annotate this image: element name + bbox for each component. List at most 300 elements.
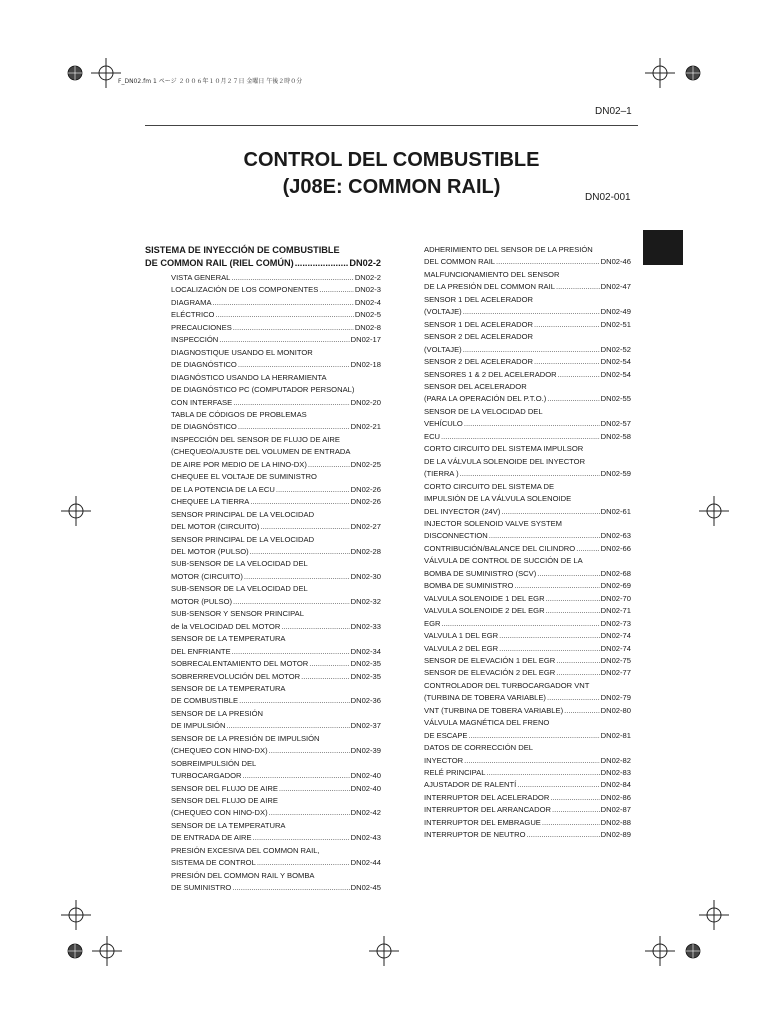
toc-entry-text: (CHEQUEO CON HINO-DX) bbox=[171, 746, 268, 756]
toc-entry-page: DN02-17 bbox=[350, 335, 381, 345]
leader-dots bbox=[550, 792, 599, 804]
toc-entry-text: DE DIAGNÓSTICO bbox=[171, 422, 237, 432]
toc-entry-page: DN02-8 bbox=[354, 322, 381, 332]
leader-dots bbox=[213, 297, 354, 309]
toc-entry[interactable] bbox=[424, 269, 631, 294]
toc-entry-page: DN02-49 bbox=[600, 307, 631, 317]
toc-entry[interactable] bbox=[171, 733, 381, 758]
leader-dots bbox=[232, 882, 349, 894]
header-rule bbox=[145, 125, 638, 126]
toc-entry-page: DN02-21 bbox=[350, 422, 381, 432]
toc-entry-text: SENSOR DE LA PRESIÓN DE IMPULSIÓN bbox=[171, 733, 320, 743]
toc-entry-page: DN02-37 bbox=[350, 721, 381, 731]
toc-entry-text: CHEQUEE LA TIERRA bbox=[171, 497, 250, 507]
toc-entry-text: TURBOCARGADOR bbox=[171, 771, 242, 781]
leader-dots bbox=[576, 543, 599, 555]
leader-dots bbox=[552, 804, 600, 816]
leader-dots bbox=[219, 334, 349, 346]
toc-entry-page: DN02-73 bbox=[600, 618, 631, 628]
leader-dots bbox=[441, 431, 600, 443]
toc-entry-page: DN02-3 bbox=[354, 285, 381, 295]
leader-dots bbox=[489, 530, 600, 542]
toc-entry[interactable] bbox=[424, 543, 631, 555]
toc-entry-page: DN02-18 bbox=[350, 360, 381, 370]
toc-entry-page: DN02-40 bbox=[350, 771, 381, 781]
toc-entry-text: SENSORES 1 & 2 DEL ACELERADOR bbox=[424, 369, 557, 379]
registration-mark-icon bbox=[61, 900, 91, 930]
toc-entry-text: DE DIAGNÓSTICO bbox=[171, 360, 237, 370]
toc-entry[interactable] bbox=[171, 708, 381, 733]
leader-dots bbox=[546, 593, 600, 605]
toc-entry-page: DN02-55 bbox=[600, 394, 631, 404]
toc-entry-text: DISCONNECTION bbox=[424, 531, 488, 541]
toc-entry-page: DN02-69 bbox=[600, 581, 631, 591]
toc-entry-text: (VOLTAJE) bbox=[424, 344, 462, 354]
registration-mark-icon bbox=[369, 936, 399, 966]
toc-entry-page: DN02-30 bbox=[350, 571, 381, 581]
toc-entry-text: SENSOR DE LA TEMPERATURA bbox=[171, 683, 286, 693]
toc-entry[interactable] bbox=[171, 372, 381, 409]
leader-dots bbox=[319, 284, 354, 296]
toc-entry-page: DN02-66 bbox=[600, 543, 631, 553]
toc-entry[interactable] bbox=[424, 381, 631, 406]
toc-entry-text: VISTA GENERAL bbox=[171, 273, 231, 282]
toc-entry-text: VALVULA 2 DEL EGR bbox=[424, 643, 499, 653]
toc-entry-page: DN02-74 bbox=[600, 643, 631, 653]
toc-entry-text: INSPECCIÓN bbox=[171, 335, 219, 345]
toc-entry[interactable] bbox=[424, 792, 631, 804]
print-meta-line: F_DN02.fm 1 ページ ２００６年１０月２７日 金曜日 午後２時０分 bbox=[118, 78, 303, 85]
toc-entry[interactable] bbox=[424, 593, 631, 605]
toc-entry[interactable] bbox=[424, 294, 631, 319]
toc-entry-page: DN02-82 bbox=[600, 755, 631, 765]
toc-entry-text: PRESIÓN EXCESIVA DEL COMMON RAIL, bbox=[171, 845, 320, 855]
toc-entry[interactable] bbox=[424, 804, 631, 816]
toc-entry-page: DN02-26 bbox=[350, 497, 381, 507]
toc-entry[interactable] bbox=[424, 518, 631, 543]
leader-dots bbox=[534, 319, 600, 331]
toc-entry[interactable] bbox=[424, 680, 631, 705]
toc-entry-text: DE ENTRADA DE AIRE bbox=[171, 833, 252, 843]
toc-entry-text: VALVULA SOLENOIDE 1 DEL EGR bbox=[424, 593, 545, 603]
toc-entry-page: DN02-44 bbox=[350, 858, 381, 868]
toc-entry-page: DN02-47 bbox=[600, 282, 631, 292]
toc-entry[interactable] bbox=[424, 829, 631, 841]
toc-entry[interactable] bbox=[424, 779, 631, 791]
toc-entry-text: DE COMBUSTIBLE bbox=[171, 696, 239, 706]
toc-entry-text: DIAGNOSTIQUE USANDO EL MONITOR bbox=[171, 347, 313, 357]
toc-entry-text: DE LA VÁLVULA SOLENOIDE DEL INYECTOR bbox=[424, 456, 586, 466]
toc-entry-text: SENSOR DE ELEVACIÓN 2 DEL EGR bbox=[424, 668, 556, 678]
toc-entry-text: SENSOR DE LA TEMPERATURA bbox=[171, 820, 286, 830]
toc-entry-text: DEL COMMON RAIL bbox=[424, 257, 496, 267]
toc-entry-text: RELÉ PRINCIPAL bbox=[424, 768, 486, 778]
toc-entry[interactable] bbox=[171, 845, 381, 870]
toc-entry[interactable] bbox=[424, 767, 631, 779]
toc-entry-text: DEL MOTOR (CIRCUITO) bbox=[171, 522, 260, 532]
leader-dots bbox=[215, 309, 353, 321]
toc-entry-text: SENSOR DE ELEVACIÓN 1 DEL EGR bbox=[424, 655, 556, 665]
toc-entry-text: SENSOR 1 DEL ACELERADOR bbox=[424, 294, 534, 304]
toc-entry-page: DN02-4 bbox=[354, 297, 381, 307]
toc-entry-text: INTERRUPTOR DEL ARRANCADOR bbox=[424, 805, 552, 815]
toc-entry-text: AJUSTADOR DE RALENTÍ bbox=[424, 780, 517, 790]
toc-entry-text: CONTROLADOR DEL TURBOCARGADOR VNT bbox=[424, 680, 590, 690]
toc-entry-page: DN02-87 bbox=[600, 805, 631, 815]
toc-entry-text: CHEQUEE EL VOLTAJE DE SUMINISTRO bbox=[171, 472, 317, 482]
title-line-2: (J08E: COMMON RAIL) bbox=[282, 176, 501, 198]
leader-dots bbox=[537, 568, 599, 580]
toc-entry[interactable] bbox=[424, 717, 631, 742]
leader-dots bbox=[464, 755, 600, 767]
leader-dots bbox=[250, 546, 350, 558]
toc-entry-text: INTERRUPTOR DEL EMBRAGUE bbox=[424, 817, 541, 827]
toc-entry[interactable] bbox=[424, 667, 631, 679]
toc-entry-text: SENSOR DE LA PRESIÓN bbox=[171, 708, 263, 718]
toc-entry[interactable] bbox=[171, 683, 381, 708]
leader-dots bbox=[527, 829, 600, 841]
toc-entry-text: SISTEMA DE CONTROL bbox=[171, 858, 256, 868]
toc-entry-page: DN02-58 bbox=[600, 431, 631, 441]
toc-entry-text: SENSOR DEL FLUJO DE AIRE bbox=[171, 796, 278, 806]
toc-entry[interactable] bbox=[171, 284, 381, 296]
toc-entry-text: de la VELOCIDAD DEL MOTOR bbox=[171, 621, 281, 631]
toc-entry[interactable] bbox=[424, 618, 631, 630]
toc-entry[interactable] bbox=[424, 319, 631, 331]
toc-entry-text: TABLA DE CÓDIGOS DE PROBLEMAS bbox=[171, 409, 307, 419]
toc-entry-page: DN02-77 bbox=[600, 668, 631, 678]
toc-entry-text: INJECTOR SOLENOID VALVE SYSTEM bbox=[424, 518, 562, 528]
toc-entry[interactable] bbox=[424, 630, 631, 642]
toc-entry-text: SOBREIMPULSIÓN DEL bbox=[171, 758, 257, 768]
toc-entry[interactable] bbox=[171, 334, 381, 346]
toc-entry-page: DN02-81 bbox=[600, 730, 631, 740]
toc-entry-page: DN02-27 bbox=[350, 522, 381, 532]
toc-entry-text: MOTOR (PULSO) bbox=[171, 596, 233, 606]
toc-entry-page: DN02-45 bbox=[350, 883, 381, 893]
toc-entry-page: DN02-33 bbox=[350, 621, 381, 631]
toc-entry-text: SUB-SENSOR DE LA VELOCIDAD DEL bbox=[171, 559, 308, 569]
target-mark-icon bbox=[685, 65, 701, 81]
leader-dots bbox=[301, 671, 349, 683]
toc-heading-line-2: DE COMMON RAIL (RIEL COMÚN) bbox=[145, 258, 294, 268]
toc-entry[interactable] bbox=[171, 509, 381, 534]
toc-entry-text: SENSOR DEL FLUJO DE AIRE bbox=[171, 783, 278, 793]
leader-dots bbox=[514, 580, 599, 592]
toc-entry[interactable] bbox=[424, 481, 631, 518]
toc-entry-page: DN02-79 bbox=[600, 693, 631, 703]
toc-entry[interactable] bbox=[171, 434, 381, 471]
toc-entry[interactable] bbox=[424, 555, 631, 580]
toc-entry-text: DIAGRAMA bbox=[171, 297, 212, 307]
leader-dots bbox=[546, 605, 600, 617]
toc-entry-page: DN02-59 bbox=[600, 469, 631, 479]
toc-entry[interactable] bbox=[424, 356, 631, 368]
toc-entry-text: IMPULSIÓN DE LA VÁLVULA SOLENOIDE bbox=[424, 494, 572, 504]
toc-entry-text: SENSOR 2 DEL ACELERADOR bbox=[424, 357, 534, 367]
toc-entry-text: PRECAUCIONES bbox=[171, 322, 232, 332]
toc-entry-page: DN02-40 bbox=[350, 783, 381, 793]
leader-dots bbox=[244, 571, 350, 583]
toc-entry-page: DN02-52 bbox=[600, 344, 631, 354]
toc-entry-page: DN02-2 bbox=[354, 273, 381, 282]
toc-entry-page: DN02-54 bbox=[600, 369, 631, 379]
toc-entry-text: VEHÍCULO bbox=[424, 419, 463, 429]
leader-dots bbox=[232, 646, 350, 658]
toc-entry-page: DN02-83 bbox=[600, 768, 631, 778]
toc-entry[interactable] bbox=[171, 409, 381, 434]
leader-dots bbox=[499, 630, 599, 642]
toc-entry-text: EGR bbox=[424, 618, 441, 628]
toc-entry-text: CONTRIBUCIÓN/BALANCE DEL CILINDRO bbox=[424, 543, 576, 553]
toc-entry-page: DN02-34 bbox=[350, 646, 381, 656]
toc-entry-text: BOMBA DE SUMINISTRO (SCV) bbox=[424, 568, 537, 578]
toc-entry[interactable] bbox=[424, 443, 631, 480]
toc-entry-text: (TURBINA DE TOBERA VARIABLE) bbox=[424, 693, 546, 703]
toc-entry-text: (PARA LA OPERACIÓN DEL P.T.O.) bbox=[424, 394, 547, 404]
toc-entry-text: (CHEQUEO CON HINO-DX) bbox=[171, 808, 268, 818]
leader-dots bbox=[441, 618, 599, 630]
toc-entry-text: SOBRECALENTAMIENTO DEL MOTOR bbox=[171, 659, 309, 669]
toc-entry-text: BOMBA DE SUMINISTRO bbox=[424, 581, 514, 591]
toc-entry[interactable] bbox=[424, 655, 631, 667]
section-code: DN02-001 bbox=[585, 192, 631, 203]
toc-entry-page: DN02-43 bbox=[350, 833, 381, 843]
toc-entry-text: DEL INYECTOR (24V) bbox=[424, 506, 501, 516]
toc-entry-page: DN02-84 bbox=[600, 780, 631, 790]
leader-dots bbox=[564, 705, 599, 717]
toc-entry-page: DN02-54 bbox=[600, 357, 631, 367]
leader-dots bbox=[556, 667, 599, 679]
leader-dots bbox=[542, 817, 600, 829]
toc-entry[interactable] bbox=[171, 783, 381, 795]
toc-entry-text: INYECTOR bbox=[424, 755, 464, 765]
toc-entry-page: DN02-36 bbox=[350, 696, 381, 706]
toc-entry-text: VNT (TURBINA DE TOBERA VARIABLE) bbox=[424, 705, 564, 715]
toc-entry-text: LOCALIZACIÓN DE LOS COMPONENTES bbox=[171, 285, 319, 295]
toc-entry[interactable] bbox=[424, 580, 631, 592]
toc-entry-text: SENSOR DE LA VELOCIDAD DEL bbox=[424, 406, 543, 416]
leader-dots bbox=[233, 397, 349, 409]
toc-entry-page: DN02-74 bbox=[600, 631, 631, 641]
toc-entry[interactable] bbox=[424, 331, 631, 356]
registration-mark-icon bbox=[91, 58, 121, 88]
toc-entry-text: DE AIRE POR MEDIO DE LA HINO-DX) bbox=[171, 459, 307, 469]
toc-heading-line-1: SISTEMA DE INYECCIÓN DE COMBUSTIBLE bbox=[145, 245, 340, 255]
toc-entry-text: MALFUNCIONAMIENTO DEL SENSOR bbox=[424, 269, 560, 279]
leader-dots bbox=[308, 459, 350, 471]
toc-entry-text: MOTOR (CIRCUITO) bbox=[171, 571, 243, 581]
target-mark-icon bbox=[67, 943, 83, 959]
toc-entry-text: (CHEQUEO/AJUSTE DEL VOLUMEN DE ENTRADA bbox=[171, 447, 351, 457]
toc-entry-text: INTERRUPTOR DEL ACELERADOR bbox=[424, 792, 550, 802]
toc-entry-text: DE LA POTENCIA DE LA ECU bbox=[171, 484, 275, 494]
toc-entry-page: DN02-88 bbox=[600, 817, 631, 827]
toc-entry-text: ELÉCTRICO bbox=[171, 310, 215, 320]
target-mark-icon bbox=[67, 65, 83, 81]
toc-entry[interactable] bbox=[424, 431, 631, 443]
toc-entry-page: DN02-42 bbox=[350, 808, 381, 818]
registration-mark-icon bbox=[645, 936, 675, 966]
leader-dots bbox=[242, 770, 349, 782]
toc-entry-text: (TIERRA ) bbox=[424, 469, 459, 479]
toc-entry-text: INTERRUPTOR DE NEUTRO bbox=[424, 830, 526, 840]
registration-mark-icon bbox=[92, 936, 122, 966]
toc-entry[interactable] bbox=[171, 795, 381, 820]
registration-mark-icon bbox=[699, 496, 729, 526]
toc-entry[interactable] bbox=[171, 658, 381, 670]
toc-entry-page: DN02-57 bbox=[600, 419, 631, 429]
toc-entry-page: DN02-35 bbox=[350, 659, 381, 669]
toc-entry-text: SENSOR 1 DEL ACELERADOR bbox=[424, 319, 534, 329]
leader-dots bbox=[233, 322, 354, 334]
leader-dots bbox=[468, 730, 599, 742]
toc-entry[interactable] bbox=[424, 643, 631, 655]
toc-heading[interactable] bbox=[145, 244, 381, 271]
toc-entry[interactable] bbox=[171, 820, 381, 845]
toc-entry-text: VÁLVULA DE CONTROL DE SUCCIÓN DE LA bbox=[424, 556, 583, 566]
page-title bbox=[145, 147, 638, 201]
toc-entry[interactable] bbox=[424, 244, 631, 269]
toc-entry-text: SENSOR PRINCIPAL DE LA VELOCIDAD bbox=[171, 509, 315, 519]
toc-entry[interactable] bbox=[171, 558, 381, 583]
toc-entry-text: DE LA PRESIÓN DEL COMMON RAIL bbox=[424, 282, 555, 292]
toc-entry-page: DN02-32 bbox=[350, 596, 381, 606]
toc-entry-page: DN02-86 bbox=[600, 792, 631, 802]
toc-entry-text: ADHERIMIENTO DEL SENSOR DE LA PRESIÓN bbox=[424, 245, 593, 254]
registration-mark-icon bbox=[645, 58, 675, 88]
toc-entry-page: DN02-35 bbox=[350, 671, 381, 681]
leader-dots bbox=[547, 393, 599, 405]
toc-entry-text: DEL MOTOR (PULSO) bbox=[171, 546, 249, 556]
leader-dots bbox=[463, 344, 600, 356]
registration-mark-icon bbox=[699, 900, 729, 930]
toc-entry-text: DE DIAGNÓSTICO PC (COMPUTADOR PERSONAL) bbox=[171, 385, 355, 395]
leader-dots bbox=[547, 692, 600, 704]
toc-entry-page: DN02-80 bbox=[600, 705, 631, 715]
leader-dots bbox=[231, 272, 353, 284]
page-number: DN02–1 bbox=[595, 106, 632, 117]
toc-entry[interactable] bbox=[171, 322, 381, 334]
toc-entry[interactable] bbox=[171, 633, 381, 658]
leader-dots bbox=[281, 621, 349, 633]
title-line-1: CONTROL DEL COMBUSTIBLE bbox=[243, 149, 540, 171]
toc-entry-page: DN02-26 bbox=[350, 484, 381, 494]
leader-dots bbox=[233, 596, 350, 608]
toc-entry[interactable] bbox=[171, 471, 381, 496]
leader-dots bbox=[517, 779, 599, 791]
toc-entry[interactable] bbox=[171, 272, 381, 284]
toc-entry[interactable] bbox=[171, 608, 381, 633]
toc-entry[interactable] bbox=[424, 742, 631, 767]
leader-dots bbox=[238, 421, 350, 433]
leader-dots bbox=[260, 521, 349, 533]
toc-entry-text: SENSOR DEL ACELERADOR bbox=[424, 381, 527, 391]
leader-dots bbox=[309, 658, 349, 670]
toc-entry[interactable] bbox=[171, 297, 381, 309]
toc-entry-text: DATOS DE CORRECCIÓN DEL bbox=[424, 743, 534, 753]
leader-dots bbox=[269, 807, 350, 819]
toc-entry[interactable] bbox=[424, 406, 631, 431]
toc-entry-text: SENSOR PRINCIPAL DE LA VELOCIDAD bbox=[171, 534, 315, 544]
toc-entry-text: SOBRERREVOLUCIÓN DEL MOTOR bbox=[171, 671, 301, 681]
toc-entry-text: CORTO CIRCUITO DEL SISTEMA DE bbox=[424, 481, 555, 491]
toc-entry-page: DN02-63 bbox=[600, 531, 631, 541]
toc-entry[interactable] bbox=[171, 870, 381, 895]
toc-entry-page: DN02-61 bbox=[600, 506, 631, 516]
toc-entry-text: CON INTERFASE bbox=[171, 397, 233, 407]
leader-dots bbox=[464, 418, 600, 430]
toc-entry-text: (VOLTAJE) bbox=[424, 307, 462, 317]
toc-entry[interactable] bbox=[424, 605, 631, 617]
toc-entry-text: DE IMPULSIÓN bbox=[171, 721, 226, 731]
toc-entry-page: DN02-68 bbox=[600, 568, 631, 578]
leader-dots bbox=[556, 281, 600, 293]
toc-entry-page: DN02-25 bbox=[350, 459, 381, 469]
leader-dots bbox=[238, 359, 350, 371]
toc-entry[interactable] bbox=[171, 534, 381, 559]
leader-dots bbox=[460, 468, 600, 480]
toc-entry-text: DEL ENFRIANTE bbox=[171, 646, 231, 656]
leader-dots bbox=[253, 832, 350, 844]
toc-entry-text: SENSOR DE LA TEMPERATURA bbox=[171, 634, 286, 644]
leader-dots bbox=[295, 257, 349, 271]
toc-entry-text: ECU bbox=[424, 431, 441, 441]
toc-entry-text: PRESIÓN DEL COMMON RAIL Y BOMBA bbox=[171, 870, 315, 880]
leader-dots bbox=[556, 655, 599, 667]
toc-entry-page: DN02-39 bbox=[350, 746, 381, 756]
leader-dots bbox=[501, 506, 599, 518]
leader-dots bbox=[558, 369, 600, 381]
leader-dots bbox=[269, 745, 350, 757]
leader-dots bbox=[279, 783, 350, 795]
toc-entry[interactable] bbox=[424, 817, 631, 829]
toc-entry-text: VÁLVULA MAGNÉTICA DEL FRENO bbox=[424, 718, 550, 728]
leader-dots bbox=[239, 695, 350, 707]
toc-entry[interactable] bbox=[424, 369, 631, 381]
toc-heading-page: DN02-2 bbox=[349, 258, 381, 268]
toc-entry-page: DN02-46 bbox=[600, 257, 631, 267]
toc-entry-page: DN02-89 bbox=[600, 830, 631, 840]
leader-dots bbox=[257, 857, 350, 869]
toc-entry-page: DN02-20 bbox=[350, 397, 381, 407]
toc-entry-text: VALVULA SOLENOIDE 2 DEL EGR bbox=[424, 606, 545, 616]
toc-column-left bbox=[145, 244, 381, 895]
toc-entry-text: CORTO CIRCUITO DEL SISTEMA IMPULSOR bbox=[424, 444, 584, 454]
toc-entry-page: DN02-75 bbox=[600, 655, 631, 665]
toc-entry[interactable] bbox=[424, 705, 631, 717]
leader-dots bbox=[499, 643, 599, 655]
toc-entry-text: SUB-SENSOR Y SENSOR PRINCIPAL bbox=[171, 609, 304, 619]
leader-dots bbox=[463, 306, 600, 318]
leader-dots bbox=[250, 496, 349, 508]
toc-entry-text: SENSOR 2 DEL ACELERADOR bbox=[424, 332, 534, 342]
toc-entry-text: DE SUMINISTRO bbox=[171, 883, 232, 893]
toc-entry[interactable] bbox=[171, 347, 381, 372]
leader-dots bbox=[486, 767, 599, 779]
toc-entry-text: DE ESCAPE bbox=[424, 730, 468, 740]
toc-entries-right bbox=[424, 244, 631, 842]
toc-entry[interactable] bbox=[171, 583, 381, 608]
toc-entry-page: DN02-51 bbox=[600, 319, 631, 329]
toc-entry[interactable] bbox=[171, 758, 381, 783]
leader-dots bbox=[226, 720, 349, 732]
toc-entry[interactable] bbox=[171, 496, 381, 508]
leader-dots bbox=[276, 484, 350, 496]
toc-entry[interactable] bbox=[171, 671, 381, 683]
section-tab-marker bbox=[643, 230, 683, 265]
toc-entry[interactable] bbox=[171, 309, 381, 321]
